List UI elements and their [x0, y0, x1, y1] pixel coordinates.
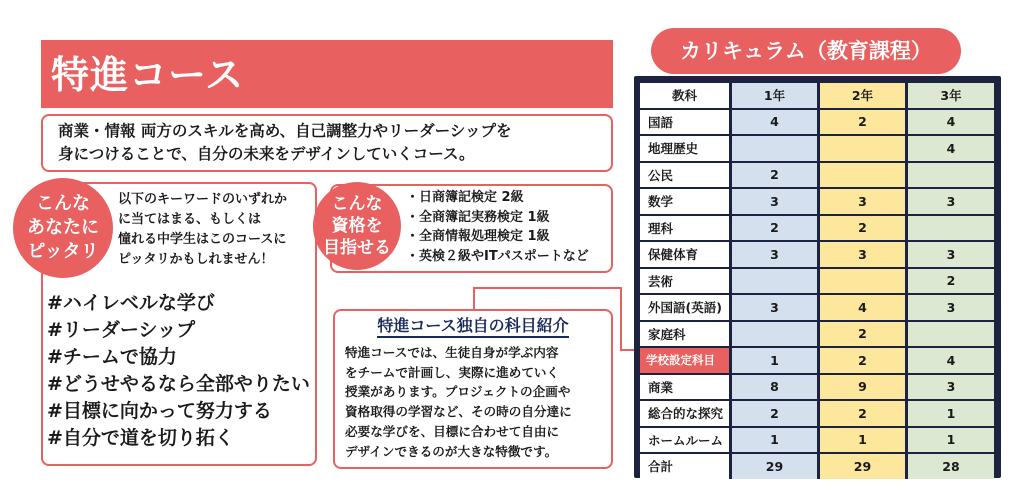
- hours-cell-y3: 2: [908, 269, 994, 294]
- keyword-item: #どうせやるなら全部やりたい: [47, 373, 310, 395]
- hours-cell-y1: [732, 136, 820, 161]
- keyword-item: #チームで協力: [47, 346, 177, 368]
- hours-cell-y2: 3: [820, 189, 908, 214]
- hours-cell-y3: 1: [908, 401, 994, 426]
- column-header: 教科: [640, 83, 732, 108]
- subject-cell: ホームルーム: [640, 428, 732, 453]
- unique-text-line: 必要な学びを、目標に合わせて自由に: [345, 423, 560, 439]
- hours-cell-y2: [820, 163, 908, 188]
- subject-cell: 理科: [640, 216, 732, 241]
- hours-cell-y2: 2: [820, 348, 908, 373]
- target-desc-line: 憧れる中学生はこのコースに: [118, 232, 287, 247]
- target-bubble: [13, 178, 113, 278]
- subject-cell: 芸術: [640, 269, 732, 294]
- subject-cell: 外国語(英語): [640, 295, 732, 320]
- keyword-item: #ハイレベルな学び: [47, 292, 215, 314]
- subject-cell: 数学: [640, 189, 732, 214]
- subject-cell: 地理歴史: [640, 136, 732, 161]
- unique-subjects-text: [345, 343, 607, 461]
- bubble-line: 目指せる: [323, 238, 391, 258]
- hours-cell-y2: 2: [820, 401, 908, 426]
- hours-cell-y2: [820, 136, 908, 161]
- unique-text-line: をチームで計画し、実際に進めていく: [345, 364, 560, 380]
- target-desc-line: に当てはまる、もしくは: [118, 212, 262, 227]
- hours-cell-y3: 4: [908, 110, 994, 135]
- page-title: 特進コース: [51, 53, 245, 97]
- hours-cell-y2: 4: [820, 295, 908, 320]
- hours-cell-y3: 4: [908, 348, 994, 373]
- subject-cell: 合計: [640, 454, 732, 479]
- table-row: [640, 401, 994, 426]
- subject-cell: 家庭科: [640, 322, 732, 347]
- unique-text-line: 資格取得の学習など、その時の自分達に: [345, 404, 572, 420]
- table-row: [640, 348, 994, 373]
- column-header: 3年: [908, 83, 994, 108]
- connector-line: [473, 287, 475, 309]
- unique-text-line: 特進コースでは、生徒自身が学ぶ内容: [345, 345, 559, 360]
- table-row: [640, 269, 994, 294]
- table-row: [640, 322, 994, 347]
- qualification-item: ・英検２級やITパスポートなど: [406, 248, 589, 264]
- curriculum-header: カリキュラム（教育課程）: [651, 28, 961, 74]
- hours-cell-y1: 2: [732, 401, 820, 426]
- hours-cell-y3: [908, 163, 994, 188]
- keyword-item: #リーダーシップ: [47, 319, 196, 341]
- hours-cell-y1: 2: [732, 163, 820, 188]
- course-description: [58, 120, 598, 166]
- hours-cell-y2: 29: [820, 454, 908, 479]
- unique-text-line: 授業があります。プロジェクトの企画や: [345, 384, 571, 400]
- hours-cell-y1: [732, 269, 820, 294]
- table-row: [640, 216, 994, 241]
- hours-cell-y2: 9: [820, 375, 908, 400]
- table-row: [640, 110, 994, 135]
- bubble-line: こんな: [331, 194, 383, 214]
- qualifications-bubble: [313, 182, 401, 270]
- hours-cell-y3: 28: [908, 454, 994, 479]
- hours-cell-y1: [732, 322, 820, 347]
- hours-cell-y2: 3: [820, 242, 908, 267]
- hours-cell-y1: 1: [732, 348, 820, 373]
- subject-cell: 学校設定科目: [640, 348, 732, 373]
- hours-cell-y1: 4: [732, 110, 820, 135]
- table-row: [640, 189, 994, 214]
- bubble-line: 資格を: [331, 216, 383, 236]
- hours-cell-y1: 3: [732, 242, 820, 267]
- hours-cell-y1: 29: [732, 454, 820, 479]
- keyword-item: #自分で道を切り拓く: [47, 427, 234, 449]
- column-header: 1年: [732, 83, 820, 108]
- hours-cell-y3: [908, 322, 994, 347]
- unique-subjects-title: 特進コース独自の科目紹介: [333, 313, 613, 336]
- hours-cell-y3: 3: [908, 189, 994, 214]
- qualification-list: [406, 188, 611, 266]
- hours-cell-y2: 1: [820, 428, 908, 453]
- qualification-item: ・全商情報処理検定 1級: [406, 229, 550, 244]
- description-line: 商業・情報 両方のスキルを高め、自己調整力やリーダーシップを: [58, 122, 512, 140]
- hours-cell-y1: 3: [732, 295, 820, 320]
- hours-cell-y3: [908, 216, 994, 241]
- table-row: [640, 295, 994, 320]
- column-header: 2年: [820, 83, 908, 108]
- description-line: 身につけることで、自分の未来をデザインしていくコース。: [58, 145, 475, 163]
- keyword-list: [47, 290, 317, 452]
- connector-line: [620, 287, 622, 351]
- subject-cell: 総合的な探究: [640, 401, 732, 426]
- subject-cell: 商業: [640, 375, 732, 400]
- hours-cell-y3: 3: [908, 295, 994, 320]
- table-header-row: [640, 83, 994, 108]
- hours-cell-y3: 1: [908, 428, 994, 453]
- hours-cell-y3: 3: [908, 242, 994, 267]
- qualification-item: ・日商簿記検定 2級: [406, 190, 524, 205]
- target-desc-line: 以下のキーワードのいずれか: [118, 192, 288, 207]
- table-row: [640, 163, 994, 188]
- subject-cell: 国語: [640, 110, 732, 135]
- hours-cell-y2: 2: [820, 110, 908, 135]
- subject-cell: 保健体育: [640, 242, 732, 267]
- table-row: [640, 242, 994, 267]
- hours-cell-y1: 1: [732, 428, 820, 453]
- hours-cell-y2: 2: [820, 322, 908, 347]
- keyword-item: #目標に向かって努力する: [47, 400, 272, 422]
- subject-cell: 公民: [640, 163, 732, 188]
- target-description: [118, 190, 314, 270]
- table-row: [640, 428, 994, 453]
- qualification-item: ・全商簿記実務検定 1級: [406, 209, 550, 225]
- hours-cell-y3: 4: [908, 136, 994, 161]
- hours-cell-y1: 3: [732, 189, 820, 214]
- hours-cell-y2: 2: [820, 216, 908, 241]
- table-row: [640, 454, 994, 479]
- target-desc-line: ピッタリかもしれません！: [118, 252, 274, 267]
- bubble-line: ピッタリ: [27, 241, 99, 262]
- bubble-line: こんな: [36, 193, 90, 214]
- table-row: [640, 136, 994, 161]
- bubble-line: あなたに: [27, 217, 99, 238]
- hours-cell-y3: 3: [908, 375, 994, 400]
- curriculum-table: [640, 81, 994, 481]
- hours-cell-y1: 2: [732, 216, 820, 241]
- unique-text-line: デザインできるのが大きな特徴です。: [345, 443, 558, 459]
- hours-cell-y2: [820, 269, 908, 294]
- table-row: [640, 375, 994, 400]
- connector-line: [473, 287, 621, 289]
- hours-cell-y1: 8: [732, 375, 820, 400]
